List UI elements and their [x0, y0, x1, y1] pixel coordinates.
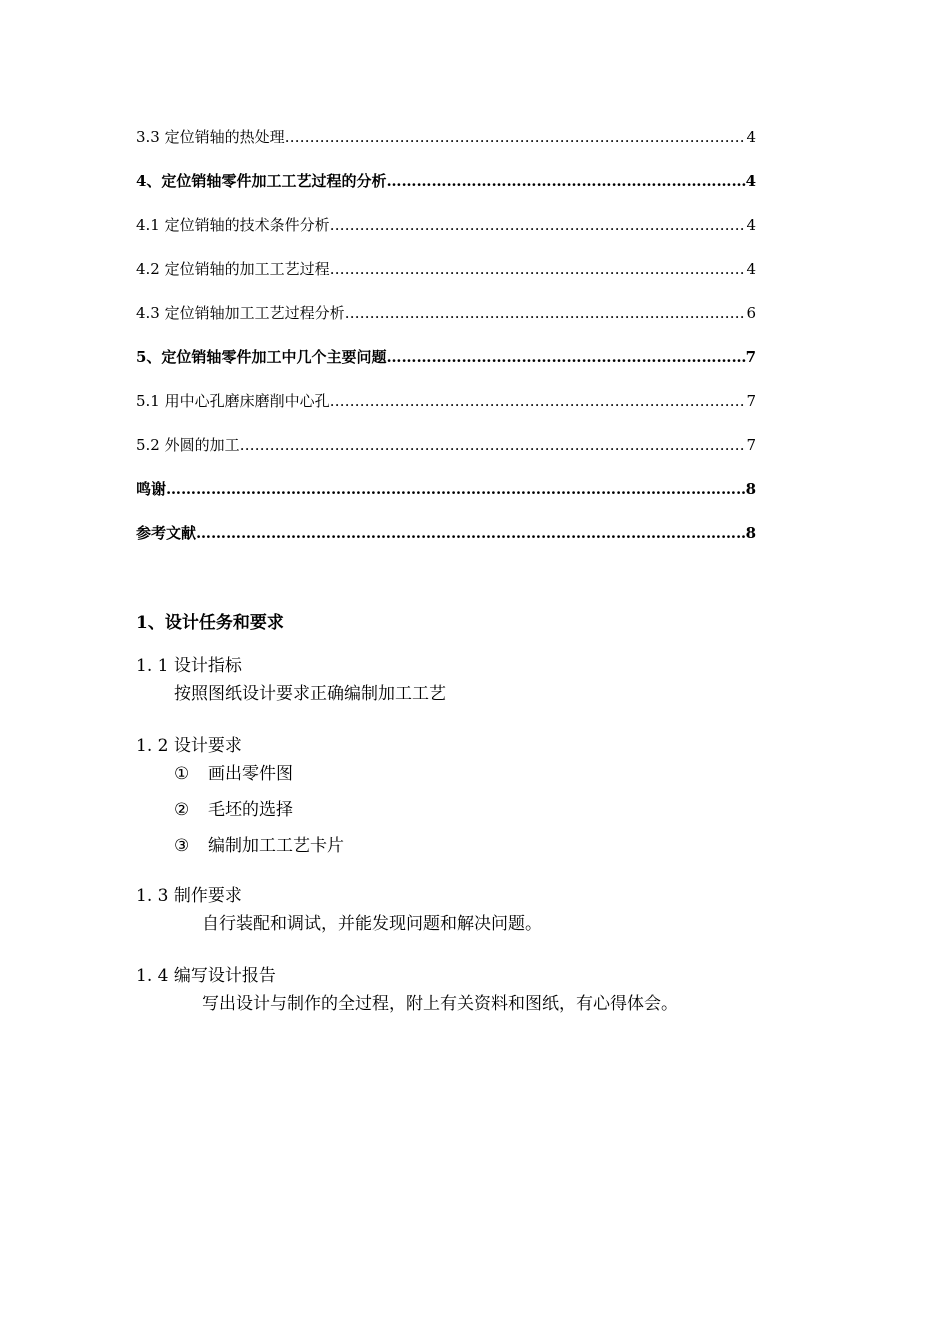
toc-entry-page: 7 [745, 348, 756, 366]
toc-entry-title: 5.2 外圆的加工 [136, 436, 240, 454]
list-item [136, 796, 776, 832]
toc-entry[interactable] [136, 212, 756, 256]
toc-entry[interactable] [136, 300, 756, 344]
list-marker: ③ [174, 836, 190, 856]
toc-entry-page: 4 [746, 216, 756, 234]
list-item [136, 832, 776, 868]
list-item-text: 画出零件图 [208, 764, 293, 784]
section-heading: 1、设计任务和要求 [136, 613, 284, 633]
subsection-text: 写出设计与制作的全过程，附上有关资料和图纸，有心得体会。 [202, 994, 678, 1014]
toc-entry-title: 鸣谢 [136, 480, 167, 498]
toc-entry-title: 4.2 定位销轴的加工工艺过程 [136, 260, 330, 278]
toc-entry[interactable] [136, 256, 756, 300]
toc-entry-title: 5、定位销轴零件加工中几个主要问题 [136, 348, 387, 366]
toc-entry-page: 4 [745, 172, 756, 190]
toc-entry[interactable] [136, 476, 756, 520]
table-of-contents [136, 124, 756, 564]
toc-leader-dots [285, 124, 747, 150]
toc-leader-dots [330, 388, 747, 414]
design-requirements-section [136, 608, 776, 1042]
toc-entry-title: 4.1 定位销轴的技术条件分析 [136, 216, 330, 234]
toc-leader-dots [330, 256, 747, 282]
subsection-design-targets [136, 652, 776, 708]
toc-leader-dots [386, 344, 745, 370]
subsection-production-requirements [136, 882, 776, 938]
toc-entry-title: 3.3 定位销轴的热处理 [136, 128, 285, 146]
toc-entry-page: 6 [746, 304, 756, 322]
subsection-text: 按照图纸设计要求正确编制加工工艺 [174, 684, 446, 704]
toc-entry[interactable] [136, 344, 756, 388]
toc-entry[interactable] [136, 520, 756, 564]
subsection-title: 1. 1 设计指标 [136, 656, 242, 676]
toc-entry-page: 8 [745, 480, 756, 498]
toc-entry[interactable] [136, 124, 756, 168]
toc-entry-title: 5.1 用中心孔磨床磨削中心孔 [136, 392, 330, 410]
subsection-title: 1. 2 设计要求 [136, 736, 242, 756]
subsection-text: 自行装配和调试，并能发现问题和解决问题。 [202, 914, 542, 934]
subsection-title: 1. 4 编写设计报告 [136, 966, 276, 986]
toc-leader-dots [386, 168, 745, 194]
list-item-text: 毛坯的选择 [208, 800, 293, 820]
list-item [136, 760, 776, 796]
list-item-text: 编制加工工艺卡片 [208, 836, 344, 856]
toc-entry-title: 4、定位销轴零件加工工艺过程的分析 [136, 172, 387, 190]
toc-entry-title: 4.3 定位销轴加工工艺过程分析 [136, 304, 345, 322]
toc-entry[interactable] [136, 168, 756, 212]
toc-entry-page: 4 [746, 128, 756, 146]
subsection-design-report [136, 962, 776, 1018]
toc-entry-page: 7 [746, 392, 756, 410]
toc-leader-dots [240, 432, 747, 458]
toc-entry-title: 参考文献 [136, 524, 197, 542]
toc-leader-dots [196, 520, 746, 546]
toc-entry[interactable] [136, 388, 756, 432]
toc-entry-page: 7 [746, 436, 756, 454]
subsection-title: 1. 3 制作要求 [136, 886, 242, 906]
toc-leader-dots [330, 212, 747, 238]
toc-entry-page: 4 [746, 260, 756, 278]
toc-entry[interactable] [136, 432, 756, 476]
list-marker: ① [174, 764, 190, 784]
toc-leader-dots [345, 300, 747, 326]
toc-entry-page: 8 [745, 524, 756, 542]
subsection-design-requirements [136, 732, 776, 868]
list-marker: ② [174, 800, 190, 820]
toc-leader-dots [166, 476, 746, 502]
